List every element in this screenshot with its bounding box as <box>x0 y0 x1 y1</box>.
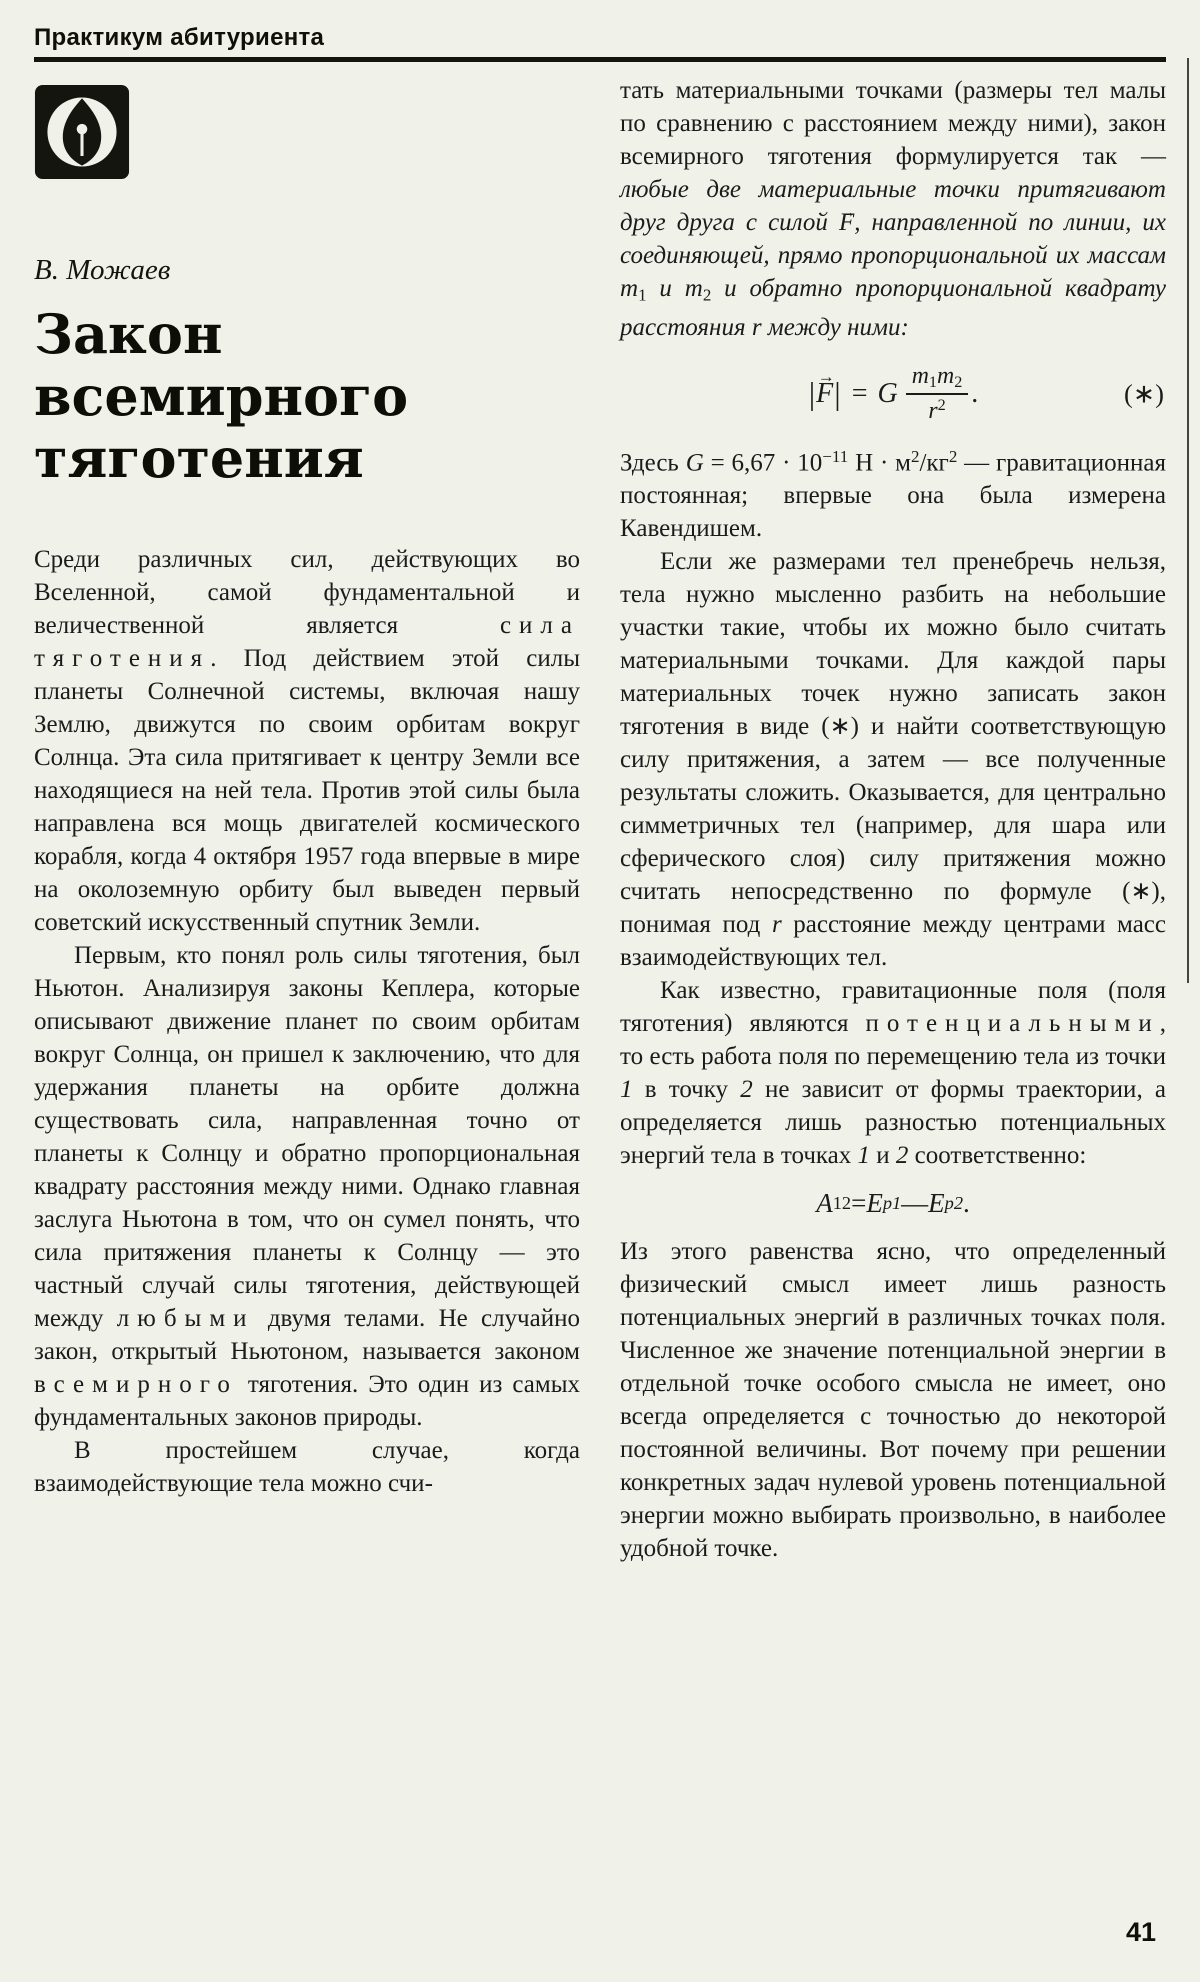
title-line-3: тяготения <box>34 426 364 490</box>
paragraph-newton: Первым, кто понял роль силы тяготения, был Ньютон. Анализируя законы Кеплера, которые описывают движение планет по своим орбитам вокруг Солнца, он пришел к заключению, что для удержания планеты на орбите должна существовать сила, направленная точно от планеты к Солнцу и обратно пропорциональная квадрату расстояния между ними. Однако главная заслуга Ньютона в том, что он сумел понять, что сила притяжения планеты к Солнцу — это частный случай силы тяготения, действующей между любыми двумя телами. Не случайно закон, открытый Ньютоном, называется законом всемирного тяготения. Это один из самых фундаментальных законов природы. <box>34 942 580 1431</box>
header-rule <box>34 57 1166 62</box>
formula-expression <box>808 362 979 425</box>
article-title <box>34 303 580 489</box>
law-of-gravitation-formula <box>620 362 1166 425</box>
paragraph-continuation-start: В простейшем случае, когда взаимодействующие тела можно счи- <box>34 1437 580 1497</box>
paragraph-intro: Среди различных сил, действующих во Вселенной, самой фундаментальной и величественной является сила тяготения. Под действием этой силы планеты Солнечной системы, включая нашу Землю, движутся по своим орбитам вокруг Солнца. Эта сила притягивает к центру Земли все находящиеся на ней тела. Против этой силы была направлена вся мощь двигателей космического корабля, когда 4 октября 1957 года впервые в мире на околоземную орбиту был выведен первый советский искусственный спутник Земли. <box>34 546 580 936</box>
author-name: В. Можаев <box>34 254 171 286</box>
abs-bar-right: | <box>834 375 841 412</box>
section-title: Практикум абитуриента <box>34 24 325 51</box>
page-header <box>34 24 1166 62</box>
pen-nib-emblem-icon <box>34 84 130 180</box>
work-energy-formula <box>620 1188 1166 1219</box>
formula-number: (∗) <box>1124 378 1164 409</box>
page-edge-rule <box>1187 58 1189 983</box>
title-line-2: всемирного <box>34 364 409 428</box>
page-number: 41 <box>1125 1917 1156 1947</box>
force-vector-symbol: F → <box>816 378 833 410</box>
fraction <box>906 362 969 425</box>
fraction-denominator: $r^2$ <box>928 397 946 425</box>
paragraph-potential-fields: Как известно, гравитационные поля (поля тяготения) являются потенциальными, то есть работа поля по перемещению тела из точки 1 в точку 2 не зависит от формы траектории, а определяется лишь разностью потенциальных энергий тела в точках 1 и 2 соответственно: <box>620 977 1166 1170</box>
fraction-numerator: m1m2 <box>906 362 969 395</box>
gravitational-constant-symbol: G <box>877 377 898 409</box>
article-columns <box>34 74 1166 1565</box>
abs-bar-left: | <box>808 375 816 412</box>
work-formula-expression: A 12 = E p1 — E p2 . <box>816 1188 970 1219</box>
paragraph-potential-meaning: Из этого равенства ясно, что определенный физический смысл имеет лишь разность потенциальных энергий в различных точках поля. Численное же значение потенциальной энергии в отдельной точке особого смысла не имеет, оно всегда определяется с точностью до некоторой постоянной величины. Вот почему при решении конкретных задач нулевой уровень потенциальной энергии можно выбирать произвольно, в наиболее удобной точке. <box>620 1238 1166 1563</box>
paragraph-constant-value: Здесь $G = 6,67 \cdot 10^{-11}$ $Н \cdot м^2/кг^2$ — гравитационная постоянная; впервые она была измерена Кавендишем. <box>620 446 1166 543</box>
equals-sign: = <box>851 377 868 409</box>
title-line-1: Закон <box>34 302 223 366</box>
left-column <box>34 74 580 1565</box>
formula-period: . <box>971 377 979 409</box>
paragraph-extended-bodies: Если же размерами тел пренебречь нельзя, тела нужно мысленно разбить на небольшие участки такие, чтобы их можно было считать материальными точками. Для каждой пары материальных точек нужно записать закон тяготения в виде (∗) и найти соответствующую силу притяжения, а затем — все полученные результаты сложить. Оказывается, для центрально симметричных тел (например, для шара или сферического слоя) силу притяжения можно считать непосредственно по формуле (∗), понимая под r расстояние между центрами масс взаимодействующих тел. <box>620 548 1166 972</box>
paragraph-law-statement: тать материальными точками (размеры тел малы по сравнению с расстоянием между ними), закон всемирного тяготения формулируется так — любые две материальные точки притягивают друг друга с силой F →, направленной по линии, их соединяющей, прямо пропорциональной их массам m1 и m2 и обратно пропорциональной квадрату расстояния r между ними: <box>620 74 1166 344</box>
right-column <box>620 74 1166 1565</box>
